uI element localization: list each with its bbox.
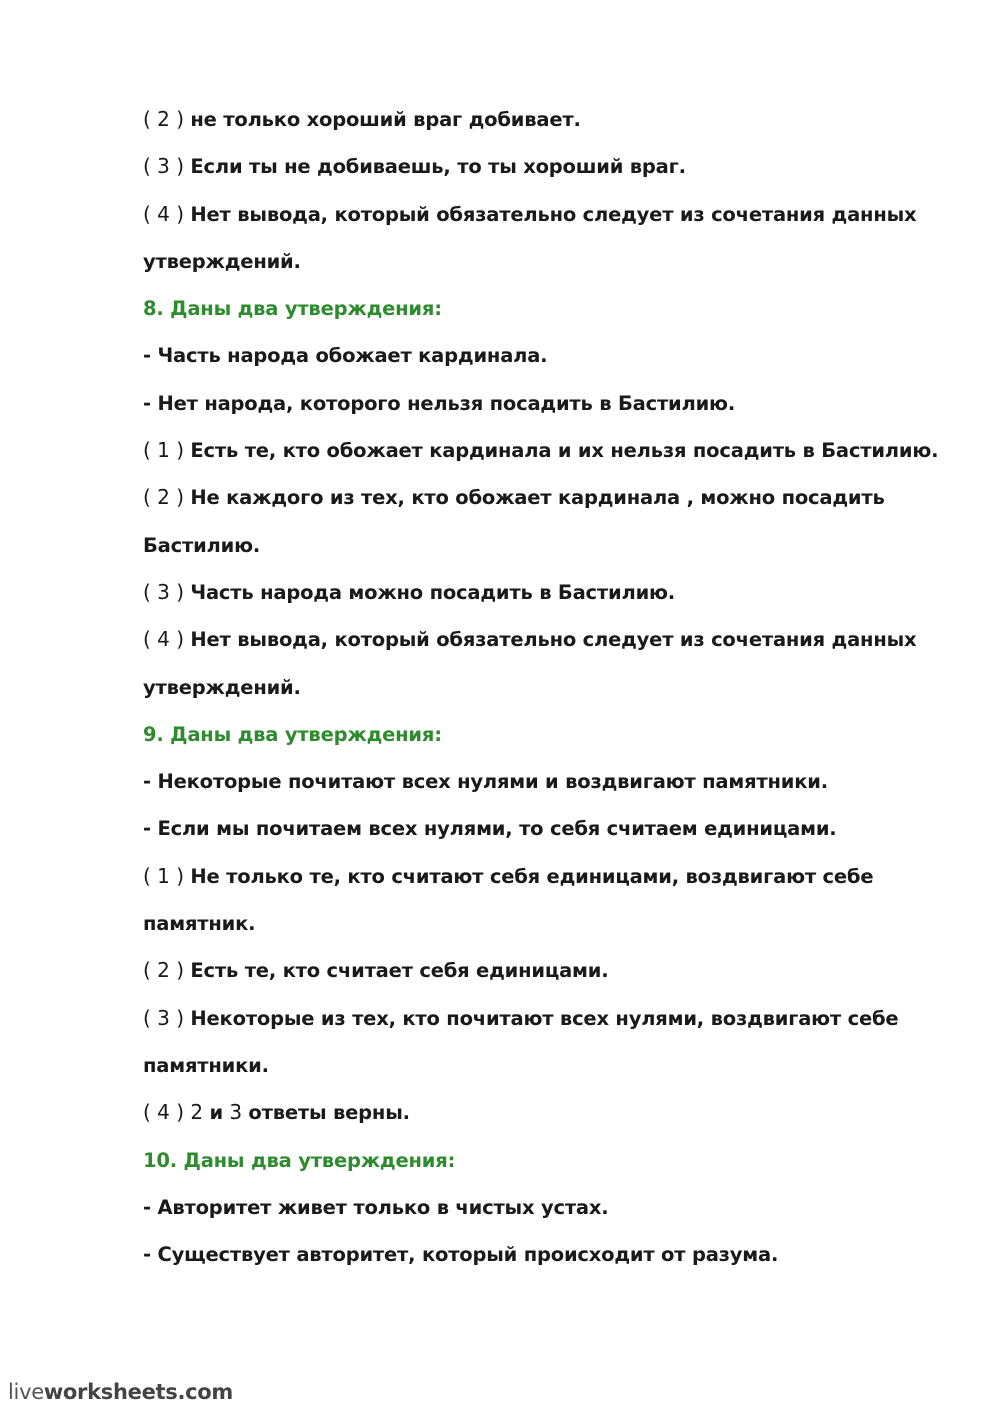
option-line: ( 4 ) Нет вывода, который обязательно следует из сочетания данных [143,627,917,652]
question-heading-10: 10. Даны два утверждения: [143,1148,456,1172]
option-line: ( 4 ) Нет вывода, который обязательно следует из сочетания данных [143,201,917,226]
continuation-line: памятники. [143,1053,269,1077]
option-line: ( 2 ) Есть те, кто считает себя единицами. [143,958,609,983]
continuation-line: утверждений. [143,675,301,699]
option-line: ( 3 ) Если ты не добиваешь, то ты хороший враг. [143,154,686,179]
continuation-line: Бастилию. [143,533,261,557]
statement-line: - Нет народа, которого нельзя посадить в Бастилию. [143,391,736,415]
statement-line: - Авторитет живет только в чистых устах. [143,1195,609,1219]
option-line: ( 1 ) Есть те, кто обожает кардинала и их нельзя посадить в Бастилию. [143,438,939,463]
liveworksheets-logo: liveworksheets.com [8,1380,233,1404]
statement-line: - Если мы почитаем всех нулями, то себя считаем единицами. [143,817,837,841]
statement-line: - Часть народа обожает кардинала. [143,344,548,368]
option-line: ( 3 ) Часть народа можно посадить в Бастилию. [143,579,675,604]
option-line: ( 3 ) Некоторые из тех, кто почитают всех нулями, воздвигают себе [143,1005,899,1030]
continuation-line: утверждений. [143,249,301,273]
statement-line: - Существует авторитет, который происходит от разума. [143,1243,779,1267]
question-heading-8: 8. Даны два утверждения: [143,297,442,321]
statement-line: - Некоторые почитают всех нулями и воздвигают памятники. [143,770,828,794]
option-line: ( 2 ) Не каждого из тех, кто обожает кардинала , можно посадить [143,485,885,510]
worksheet-content [143,96,939,1278]
option-line: ( 1 ) Не только те, кто считают себя единицами, воздвигают себе [143,863,874,888]
continuation-line: памятник. [143,912,256,936]
option-line: ( 2 ) не только хороший враг добивает. [143,107,581,131]
question-heading-9: 9. Даны два утверждения: [143,722,442,746]
option-line: ( 4 ) 2 и 3 ответы верны. [143,1100,410,1125]
